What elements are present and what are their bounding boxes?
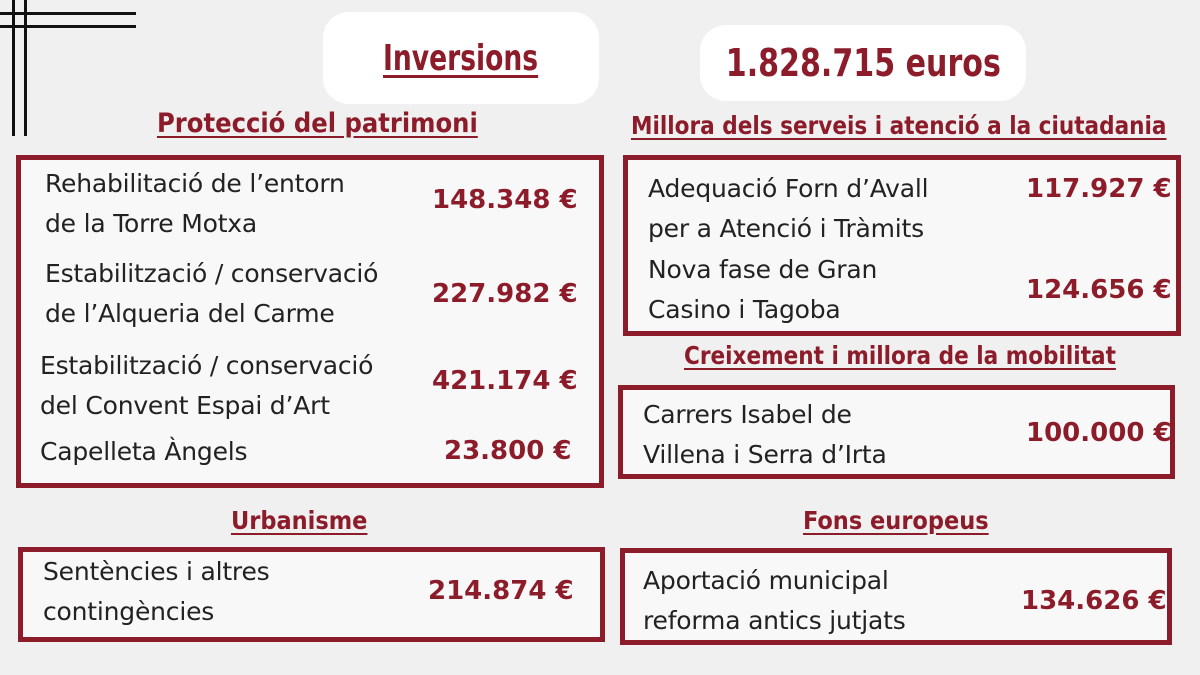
item-aportacio-municipal: Aportació municipal reforma antics jutjats — [643, 566, 906, 635]
amount-aportacio-municipal: 134.626 € — [1021, 586, 1167, 616]
amount-sentencies: 214.874 € — [428, 576, 574, 606]
amount-carrers-isabel: 100.000 € — [1026, 418, 1172, 448]
page-title: Inversions — [383, 37, 539, 79]
total-amount: 1.828.715 euros — [725, 41, 1001, 85]
item-convent-espai-art: Estabilització / conservació del Convent Espai d’Art — [40, 351, 374, 420]
section-heading-urbanisme: Urbanisme — [231, 506, 368, 535]
section-heading-patrimoni: Protecció del patrimoni — [157, 108, 478, 139]
item-torre-motxa: Rehabilitació de l’entorn de la Torre Motxa — [45, 169, 345, 238]
amount-forn-avall: 117.927 € — [1026, 174, 1172, 204]
item-gran-casino: Nova fase de Gran Casino i Tagoba — [648, 255, 878, 324]
item-sentencies: Sentències i altres contingències — [43, 557, 270, 626]
item-forn-avall: Adequació Forn d’Avall per a Atenció i Tràmits — [648, 174, 929, 243]
item-capelleta-angels: Capelleta Àngels — [40, 437, 248, 466]
amount-torre-motxa: 148.348 € — [432, 185, 578, 215]
amount-alqueria-carme: 227.982 € — [432, 279, 578, 309]
section-heading-serveis: Millora dels serveis i atenció a la ciutadania — [631, 111, 1167, 140]
amount-convent-espai-art: 421.174 € — [432, 366, 578, 396]
section-heading-fons: Fons europeus — [803, 506, 989, 535]
total-pill — [700, 25, 1026, 101]
corner-decoration-horizontal-1 — [0, 12, 136, 15]
title-pill — [323, 12, 599, 104]
amount-capelleta-angels: 23.800 € — [444, 436, 572, 466]
corner-decoration-vertical-1 — [12, 0, 15, 136]
corner-decoration-vertical-2 — [24, 0, 27, 136]
item-carrers-isabel: Carrers Isabel de Villena i Serra d’Irta — [643, 400, 887, 469]
amount-gran-casino: 124.656 € — [1026, 275, 1172, 305]
item-alqueria-carme: Estabilització / conservació de l’Alqueria del Carme — [45, 259, 379, 328]
corner-decoration-horizontal-2 — [0, 25, 136, 28]
section-heading-mobilitat: Creixement i millora de la mobilitat — [684, 341, 1116, 370]
